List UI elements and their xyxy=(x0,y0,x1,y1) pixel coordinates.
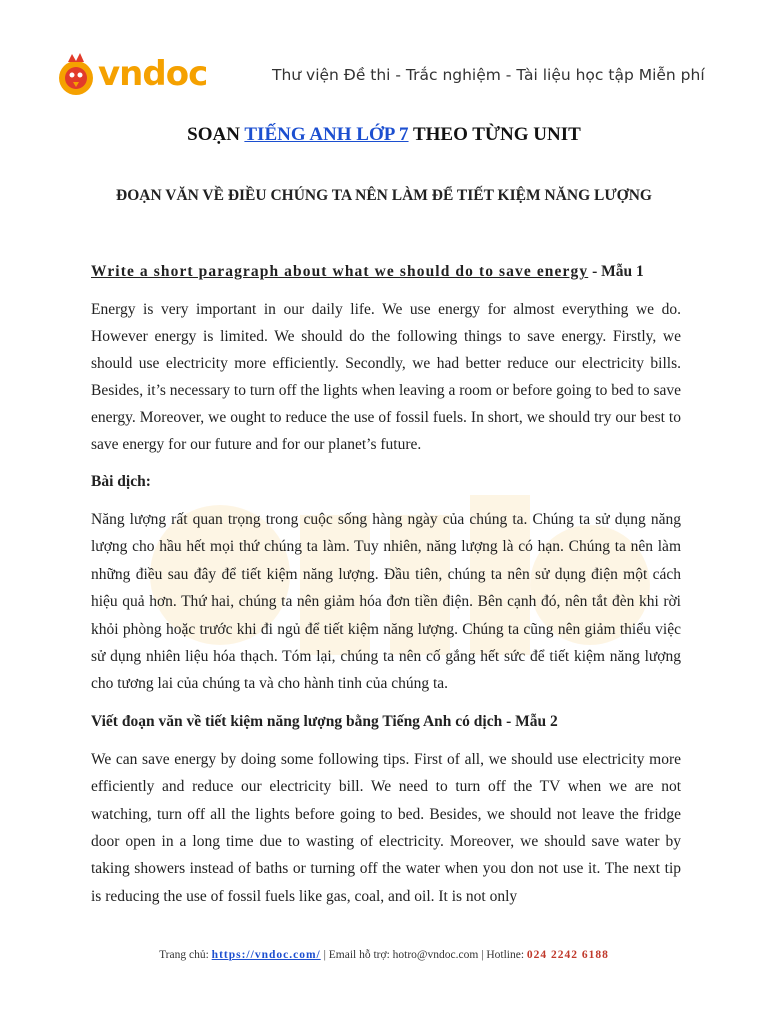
page-subtitle: ĐOẠN VĂN VỀ ĐIỀU CHÚNG TA NÊN LÀM ĐỂ TIẾT KIỆM NĂNG LƯỢNG xyxy=(116,187,652,204)
header-tagline: Thư viện Đề thi - Trắc nghiệm - Tài liệu học tập Miễn phí xyxy=(272,66,705,84)
document-content xyxy=(91,258,681,920)
vndoc-logo[interactable] xyxy=(54,52,254,100)
section1-heading-suffix: - Mẫu 1 xyxy=(588,263,644,280)
footer-email: | Email hỗ trợ: hotro@vndoc.com | Hotline: xyxy=(320,949,527,961)
title-link[interactable]: TIẾNG ANH LỚP 7 xyxy=(244,124,409,145)
section2-heading: Viết đoạn văn về tiết kiệm năng lượng bằng Tiếng Anh có dịch - Mẫu 2 xyxy=(91,712,558,730)
section1-paragraph: Energy is very important in our daily life. We use energy for almost everything we do. However energy is limited. We should do the following things to save energy. Firstly, we should use electricity more efficiently. Secondly, we had better reduce our electricity bills. Besides, it’s necessary to turn off the lights when leaving a room or before going to bed to save energy. Moreover, we ought to reduce the use of fossil fuels. In short, we should try our best to save energy for our future and for our planet’s future. xyxy=(91,301,681,453)
footer-hotline: 024 2242 6188 xyxy=(526,949,609,961)
page-header xyxy=(54,52,734,102)
translation-paragraph: Năng lượng rất quan trọng trong cuộc sống hàng ngày của chúng ta. Chúng ta sử dụng năng lượng cho hầu hết mọi thứ chúng ta làm. Tuy nhiên, năng lượng là có hạn. Chúng ta nên làm những điều sau đây để tiết kiệm năng lượng. Đầu tiên, chúng ta nên sử dụng điện một cách hiệu quả hơn. Thứ hai, chúng ta nên giảm hóa đơn tiền điện. Bên cạnh đó, nên tắt đèn khi rời khỏi phòng hoặc trước khi đi ngủ để tiết kiệm năng lượng. Chúng ta cũng nên giảm thiểu việc sử dụng nhiên liệu hóa thạch. Tóm lại, chúng ta nên cố gắng hết sức để tiết kiệm năng lượng cho tương lai của chúng ta và cho hành tinh của chúng ta. xyxy=(91,511,681,693)
title-prefix: SOẠN xyxy=(187,124,245,145)
section1-heading xyxy=(91,258,681,286)
footer-site-link[interactable]: https://vndoc.com/ xyxy=(211,949,321,961)
page-title xyxy=(0,124,768,146)
page-footer xyxy=(0,949,768,961)
footer-home-label: Trang chủ: xyxy=(159,949,212,961)
title-suffix: THEO TỪNG UNIT xyxy=(408,124,581,145)
section1-heading-link[interactable]: Write a short paragraph about what we should do to save energy xyxy=(91,263,589,280)
logo-wordmark: vndoc xyxy=(98,54,208,94)
rooster-mascot-icon xyxy=(54,52,98,98)
section2-paragraph: We can save energy by doing some following tips. First of all, we should use electricity more efficiently and reduce our electricity bill. We need to turn off the TV when we are not watching, turn off all the lights before going to bed. Besides, we should not leave the fridge door open in a long time due to wasting of electricity. Moreover, we should save water by taking showers instead of baths or turning off the water when you don not use it. The next tip is reducing the use of fossil fuels like gas, coal, and oil. It is not only xyxy=(91,750,681,905)
translation-heading: Bài dịch: xyxy=(91,473,151,490)
